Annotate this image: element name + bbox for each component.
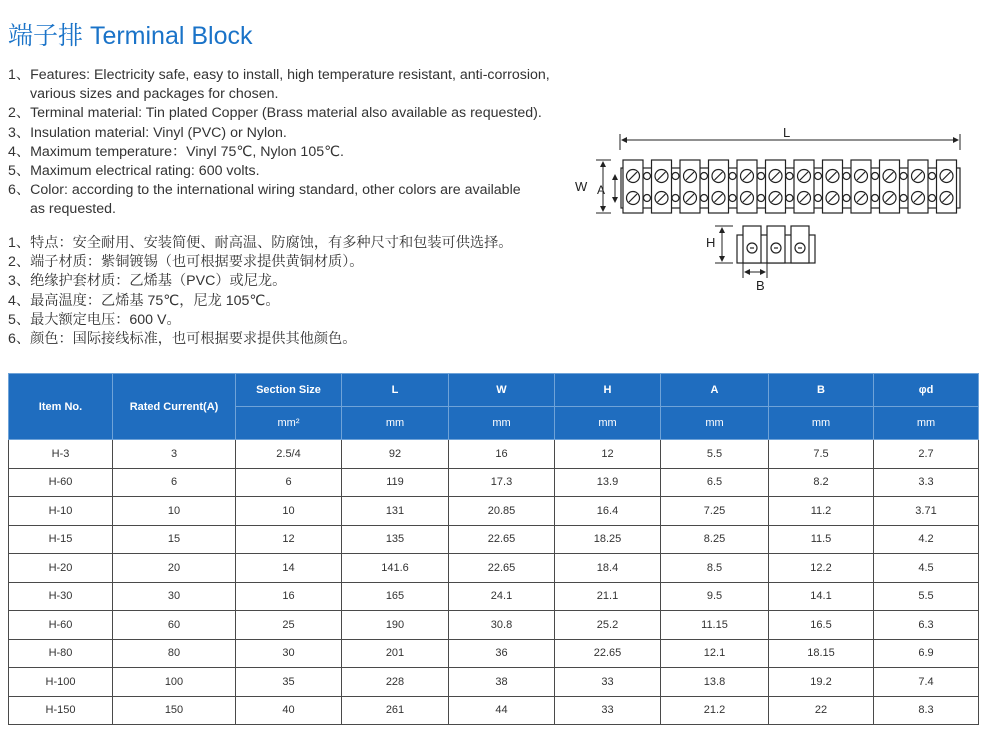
table-cell: 5.5: [661, 440, 769, 469]
table-cell: 6.3: [874, 611, 979, 640]
wire-hole: [929, 195, 936, 202]
table-cell: 22: [769, 696, 874, 725]
terminal-strip: [621, 160, 960, 213]
wire-hole: [900, 173, 907, 180]
table-cell: 33: [555, 668, 661, 697]
table-cell: 44: [449, 696, 555, 725]
spec-table: [8, 373, 979, 725]
spec-table-body: [9, 440, 979, 725]
table-cell: 30: [236, 639, 342, 668]
wire-hole: [644, 173, 651, 180]
header-rated-current: Rated Current(A): [113, 374, 236, 440]
table-row: [9, 440, 979, 469]
table-row: [9, 582, 979, 611]
table-cell: 20.85: [449, 497, 555, 526]
table-cell: 8.2: [769, 468, 874, 497]
wire-hole: [672, 195, 679, 202]
header-w: W: [449, 374, 555, 407]
table-cell: 19.2: [769, 668, 874, 697]
feature-en-item: 3、Insulation material: Vinyl (PVC) or Nylon.: [8, 124, 287, 141]
header-h: H: [555, 374, 661, 407]
table-cell: H-20: [9, 554, 113, 583]
table-row: [9, 668, 979, 697]
feature-cn-item: 6、颜色：国际接线标准，也可根据要求提供其他颜色。: [8, 331, 357, 348]
table-cell: H-15: [9, 525, 113, 554]
table-cell: H-150: [9, 696, 113, 725]
wire-hole: [929, 173, 936, 180]
table-cell: 14.1: [769, 582, 874, 611]
table-cell: 2.7: [874, 440, 979, 469]
table-cell: 11.5: [769, 525, 874, 554]
table-row: [9, 639, 979, 668]
wire-hole: [786, 173, 793, 180]
feature-cn-item: 2、端子材质：紫铜镀锡（也可根据要求提供黄铜材质）。: [8, 254, 364, 271]
table-cell: 4.5: [874, 554, 979, 583]
wire-hole: [872, 195, 879, 202]
table-cell: H-30: [9, 582, 113, 611]
header-section-size: Section Size: [236, 374, 342, 407]
table-cell: 4.2: [874, 525, 979, 554]
feature-cn-item: 5、最大额定电压：600 V。: [8, 311, 181, 328]
feature-en-item: 1、Features: Electricity safe, easy to install, high temperature resistant, anti-corrosion, various sizes and packages for chosen.: [8, 67, 550, 103]
table-cell: H-10: [9, 497, 113, 526]
label-a: A: [597, 183, 606, 197]
table-cell: 119: [342, 468, 449, 497]
table-cell: 135: [342, 525, 449, 554]
table-cell: 21.2: [661, 696, 769, 725]
wire-hole: [729, 195, 736, 202]
table-cell: 190: [342, 611, 449, 640]
table-cell: 8.25: [661, 525, 769, 554]
table-cell: 150: [113, 696, 236, 725]
label-w: W: [575, 179, 588, 194]
table-cell: 228: [342, 668, 449, 697]
table-row: [9, 554, 979, 583]
table-cell: 80: [113, 639, 236, 668]
table-cell: 12.2: [769, 554, 874, 583]
table-cell: 16: [236, 582, 342, 611]
table-cell: 6.9: [874, 639, 979, 668]
side-view: [737, 226, 815, 263]
features-cn-list: [8, 234, 512, 349]
unit-section: mm²: [236, 407, 342, 440]
table-cell: 261: [342, 696, 449, 725]
table-cell: 3: [113, 440, 236, 469]
wire-hole: [872, 173, 879, 180]
feature-en-item: 4、Maximum temperature：Vinyl 75℃, Nylon 105℃.: [8, 143, 344, 160]
table-cell: 33: [555, 696, 661, 725]
wire-hole: [701, 173, 708, 180]
table-cell: 7.25: [661, 497, 769, 526]
label-l: L: [783, 125, 791, 140]
table-cell: 12: [555, 440, 661, 469]
table-cell: 30: [113, 582, 236, 611]
label-h: H: [706, 235, 716, 250]
table-cell: 22.65: [555, 639, 661, 668]
table-cell: 6: [113, 468, 236, 497]
table-cell: H-3: [9, 440, 113, 469]
unit-a: mm: [661, 407, 769, 440]
label-b: B: [756, 278, 765, 293]
table-cell: 141.6: [342, 554, 449, 583]
header-b: B: [769, 374, 874, 407]
table-cell: 13.9: [555, 468, 661, 497]
table-cell: 165: [342, 582, 449, 611]
table-cell: 11.2: [769, 497, 874, 526]
table-cell: 3.71: [874, 497, 979, 526]
unit-l: mm: [342, 407, 449, 440]
unit-w: mm: [449, 407, 555, 440]
table-cell: 10: [113, 497, 236, 526]
feature-en-item: 6、Color: according to the international wiring standard, other colors are available as requested.: [8, 182, 521, 218]
page-title: 端子排 Terminal Block: [8, 22, 253, 50]
table-cell: 24.1: [449, 582, 555, 611]
table-cell: 17.3: [449, 468, 555, 497]
table-cell: H-60: [9, 611, 113, 640]
wire-hole: [786, 195, 793, 202]
table-cell: 35: [236, 668, 342, 697]
table-row: [9, 611, 979, 640]
features-en-list: [8, 66, 550, 220]
wire-hole: [843, 195, 850, 202]
table-cell: 30.8: [449, 611, 555, 640]
table-row: [9, 497, 979, 526]
table-cell: 22.65: [449, 554, 555, 583]
table-cell: 6: [236, 468, 342, 497]
wire-hole: [644, 195, 651, 202]
table-row: [9, 468, 979, 497]
table-cell: 25: [236, 611, 342, 640]
table-cell: 5.5: [874, 582, 979, 611]
wire-hole: [815, 195, 822, 202]
wire-hole: [758, 173, 765, 180]
wire-hole: [758, 195, 765, 202]
header-phid: φd: [874, 374, 979, 407]
table-cell: 2.5/4: [236, 440, 342, 469]
table-row: [9, 696, 979, 725]
table-cell: 21.1: [555, 582, 661, 611]
table-cell: 18.25: [555, 525, 661, 554]
table-cell: 25.2: [555, 611, 661, 640]
table-cell: 12: [236, 525, 342, 554]
table-cell: 3.3: [874, 468, 979, 497]
terminal-block-diagram: [565, 120, 970, 300]
unit-b: mm: [769, 407, 874, 440]
wire-hole: [729, 173, 736, 180]
table-cell: 16.4: [555, 497, 661, 526]
table-cell: H-100: [9, 668, 113, 697]
feature-en-item: 2、Terminal material: Tin plated Copper (Brass material also available as requested).: [8, 105, 542, 122]
feature-en-item: 5、Maximum electrical rating: 600 volts.: [8, 163, 260, 180]
unit-phid: mm: [874, 407, 979, 440]
table-cell: 131: [342, 497, 449, 526]
table-cell: 9.5: [661, 582, 769, 611]
table-cell: 7.5: [769, 440, 874, 469]
table-cell: 20: [113, 554, 236, 583]
table-cell: 100: [113, 668, 236, 697]
dimension-h-line: [715, 226, 733, 263]
table-cell: 7.4: [874, 668, 979, 697]
header-a: A: [661, 374, 769, 407]
feature-cn-item: 3、绝缘护套材质：乙烯基（PVC）或尼龙。: [8, 273, 287, 290]
table-cell: 14: [236, 554, 342, 583]
unit-h: mm: [555, 407, 661, 440]
feature-cn-item: 1、特点：安全耐用、安装简便、耐高温、防腐蚀，有多种尺寸和包装可供选择。: [8, 235, 513, 251]
table-row: [9, 525, 979, 554]
table-cell: 18.4: [555, 554, 661, 583]
table-cell: 6.5: [661, 468, 769, 497]
table-cell: 40: [236, 696, 342, 725]
table-cell: 38: [449, 668, 555, 697]
table-cell: 15: [113, 525, 236, 554]
wire-hole: [900, 195, 907, 202]
table-cell: 8.3: [874, 696, 979, 725]
header-item-no: Item No.: [9, 374, 113, 440]
table-cell: 10: [236, 497, 342, 526]
table-cell: 60: [113, 611, 236, 640]
table-cell: 92: [342, 440, 449, 469]
table-cell: 13.8: [661, 668, 769, 697]
dimension-b-line: [743, 263, 767, 278]
table-cell: 12.1: [661, 639, 769, 668]
table-cell: 16: [449, 440, 555, 469]
wire-hole: [815, 173, 822, 180]
table-cell: H-60: [9, 468, 113, 497]
wire-hole: [672, 173, 679, 180]
table-cell: 36: [449, 639, 555, 668]
wire-hole: [843, 173, 850, 180]
table-cell: 11.15: [661, 611, 769, 640]
table-cell: 201: [342, 639, 449, 668]
table-cell: 16.5: [769, 611, 874, 640]
header-l: L: [342, 374, 449, 407]
table-cell: 8.5: [661, 554, 769, 583]
table-cell: 18.15: [769, 639, 874, 668]
feature-cn-item: 4、最高温度：乙烯基 75℃，尼龙 105℃。: [8, 292, 280, 309]
table-cell: H-80: [9, 639, 113, 668]
table-cell: 22.65: [449, 525, 555, 554]
wire-hole: [701, 195, 708, 202]
